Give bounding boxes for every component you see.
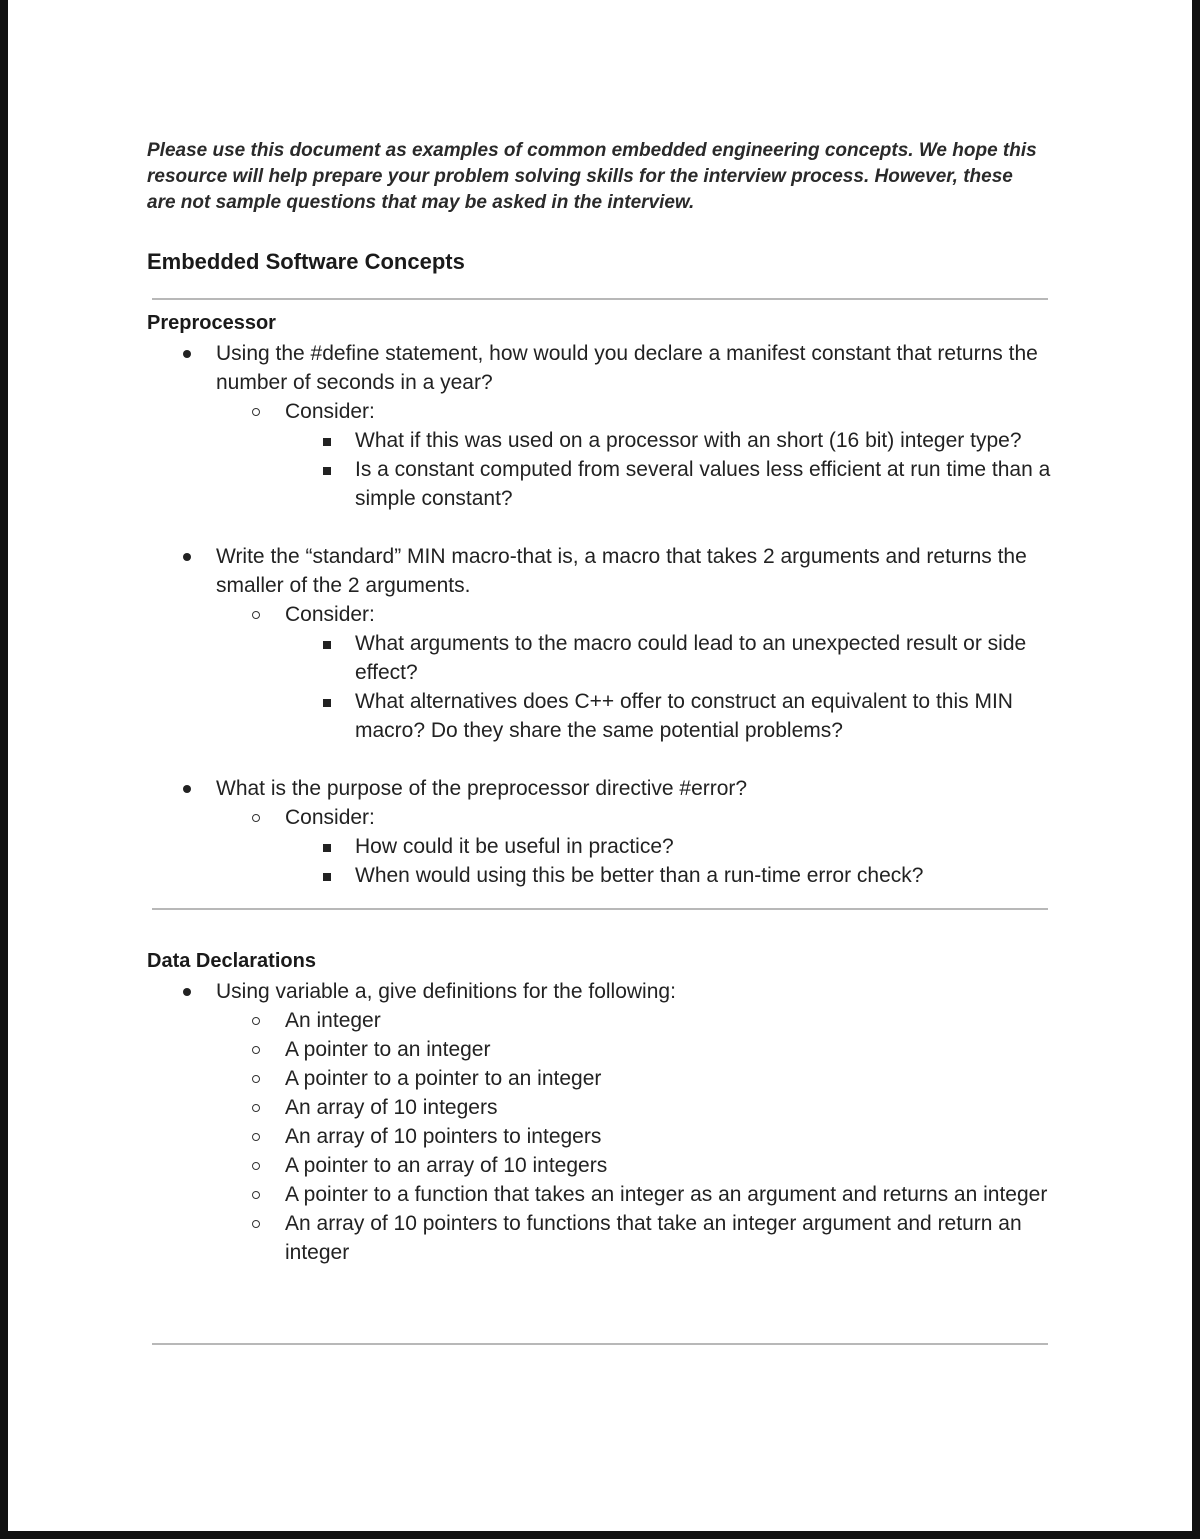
list-item <box>246 1122 1057 1151</box>
list-item <box>246 1006 1057 1035</box>
window-frame-bottom <box>0 1531 1200 1539</box>
square-bullet-icon <box>323 641 331 649</box>
divider <box>152 908 1048 910</box>
hollow-bullet-icon <box>252 611 260 619</box>
consider-point: How could it be useful in practice? <box>355 835 674 858</box>
question-text: Using variable a, give definitions for the following: <box>216 980 676 1003</box>
hollow-bullet-icon <box>252 1133 260 1141</box>
sub-list <box>246 1006 1057 1267</box>
hollow-bullet-icon <box>252 1191 260 1199</box>
list-item <box>246 600 1057 745</box>
list-item <box>316 629 1057 687</box>
square-bullet-icon <box>323 467 331 475</box>
consider-point: Is a constant computed from several values less efficient at run time than a simple constant? <box>355 458 1051 510</box>
list-item <box>246 1093 1057 1122</box>
preprocessor-list <box>177 339 1057 890</box>
consider-point: What alternatives does C++ offer to construct an equivalent to this MIN macro? Do they share the same potential problems? <box>355 690 1013 742</box>
bullet-icon <box>183 350 191 358</box>
definition-item: A pointer to an integer <box>285 1038 491 1061</box>
sub-sub-list <box>316 426 1057 513</box>
definition-item: A pointer to an array of 10 integers <box>285 1154 608 1177</box>
hollow-bullet-icon <box>252 1104 260 1112</box>
square-bullet-icon <box>323 873 331 881</box>
definition-item: An array of 10 pointers to integers <box>285 1125 602 1148</box>
hollow-bullet-icon <box>252 408 260 416</box>
question-text: Using the #define statement, how would you declare a manifest constant that returns the number of seconds in a year? <box>216 342 1038 394</box>
window-frame-right <box>1192 0 1200 1539</box>
list-item <box>246 1064 1057 1093</box>
list-item <box>246 1151 1057 1180</box>
list-item <box>316 426 1057 455</box>
divider <box>152 1343 1048 1345</box>
section-title: Embedded Software Concepts <box>147 249 465 274</box>
list-item <box>246 1180 1057 1209</box>
intro-paragraph: Please use this document as examples of common embedded engineering concepts. We hope this resource will help prepare your problem solving skills for the interview process. However, these are not sample questions that may be asked in the interview. <box>147 140 1037 213</box>
list-item <box>316 832 1057 861</box>
bullet-icon <box>183 553 191 561</box>
hollow-bullet-icon <box>252 1075 260 1083</box>
definition-item: An array of 10 pointers to functions that take an integer argument and return an integer <box>285 1212 1022 1264</box>
sub-list <box>246 600 1057 745</box>
list-item <box>316 455 1057 513</box>
square-bullet-icon <box>323 699 331 707</box>
consider-label: Consider: <box>285 806 375 829</box>
document-page <box>8 0 1192 1531</box>
hollow-bullet-icon <box>252 1220 260 1228</box>
sub-list <box>246 803 1057 890</box>
list-item <box>246 803 1057 890</box>
window-frame-left <box>0 0 8 1539</box>
list-item <box>246 1209 1057 1267</box>
definition-item: A pointer to a function that takes an integer as an argument and returns an integer <box>285 1183 1048 1206</box>
sub-sub-list <box>316 629 1057 745</box>
definition-item: An array of 10 integers <box>285 1096 498 1119</box>
bullet-icon <box>183 785 191 793</box>
definition-item: A pointer to a pointer to an integer <box>285 1067 602 1090</box>
list-item <box>177 774 1057 890</box>
subheading-data-declarations: Data Declarations <box>147 950 316 972</box>
consider-label: Consider: <box>285 603 375 626</box>
hollow-bullet-icon <box>252 1017 260 1025</box>
sub-list <box>246 397 1057 513</box>
square-bullet-icon <box>323 438 331 446</box>
square-bullet-icon <box>323 844 331 852</box>
list-item <box>316 861 1057 890</box>
divider <box>152 298 1048 300</box>
hollow-bullet-icon <box>252 814 260 822</box>
question-text: Write the “standard” MIN macro-that is, a macro that takes 2 arguments and returns the smaller of the 2 arguments. <box>216 545 1027 597</box>
list-item <box>246 397 1057 513</box>
subheading-preprocessor: Preprocessor <box>147 312 276 334</box>
list-item <box>246 1035 1057 1064</box>
consider-point: What if this was used on a processor with an short (16 bit) integer type? <box>355 429 1022 452</box>
list-item <box>177 977 1057 1267</box>
bullet-icon <box>183 988 191 996</box>
consider-point: When would using this be better than a run-time error check? <box>355 864 924 887</box>
list-item <box>316 687 1057 745</box>
definition-item: An integer <box>285 1009 381 1032</box>
hollow-bullet-icon <box>252 1046 260 1054</box>
hollow-bullet-icon <box>252 1162 260 1170</box>
consider-point: What arguments to the macro could lead to an unexpected result or side effect? <box>355 632 1027 684</box>
list-item <box>177 542 1057 774</box>
sub-sub-list <box>316 832 1057 890</box>
list-item <box>177 339 1057 542</box>
question-text: What is the purpose of the preprocessor directive #error? <box>216 777 748 800</box>
consider-label: Consider: <box>285 400 375 423</box>
data-declarations-list <box>177 977 1057 1267</box>
